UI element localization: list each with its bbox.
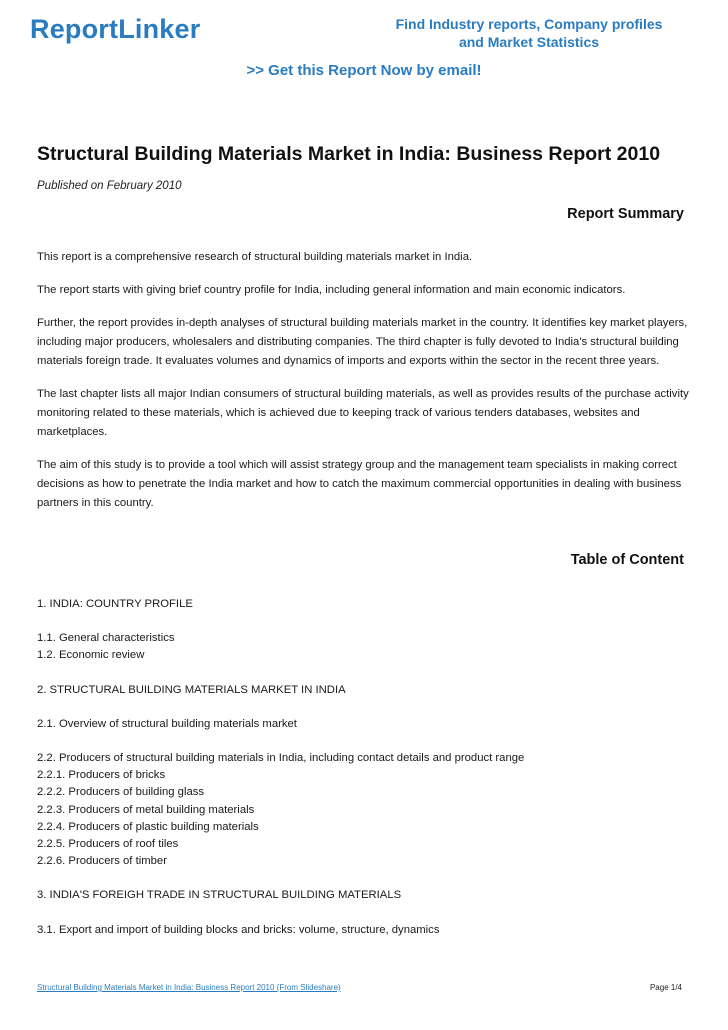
toc-item: 2. STRUCTURAL BUILDING MATERIALS MARKET IN INDIA [37,683,346,696]
toc-group [37,750,689,870]
toc-group [37,922,689,939]
report-summary-heading: Report Summary [567,206,684,222]
toc-item: 2.2.5. Producers of roof tiles [37,838,179,851]
toc-group [37,887,689,904]
page-number: Page 1/4 [649,983,682,992]
brand-logo[interactable]: ReportLinker [30,14,201,44]
document-title: Structural Building Materials Market in India: Business Report 2010 [37,143,661,165]
summary-paragraph: This report is a comprehensive research of structural building materials market in India. [37,251,473,263]
summary-paragraph: The aim of this study is to provide a tool which will assist strategy group and the management team specialists in making correct decisions as how to penetrate the India market and how to catch the maximum commercial opportunities in dealing with business partners in this country. [37,459,682,509]
toc-item: 1.1. General characteristics [37,632,175,645]
header-tagline [384,15,674,51]
tagline-line-2: and Market Statistics [458,34,600,50]
table-of-content [37,596,689,956]
toc-item: 2.1. Overview of structural building materials market [37,717,297,730]
toc-item: 2.2.3. Producers of metal building materials [37,803,255,816]
toc-item: 2.2.4. Producers of plastic building materials [37,820,259,833]
footer-source-link[interactable]: Structural Building Materials Market in India: Business Report 2010 (From Slideshare) [37,983,341,992]
toc-group [37,716,689,733]
toc-item: 3.1. Export and import of building blocks and bricks: volume, structure, dynamics [37,923,440,936]
toc-item: 2.2.6. Producers of timber [37,855,167,868]
toc-item: 1. INDIA: COUNTRY PROFILE [37,598,193,610]
summary-paragraph: The report starts with giving brief country profile for India, including general information and main economic indicators. [37,284,626,296]
summary-paragraph: Further, the report provides in-depth analyses of structural building materials market in the country. It identifies key market players, including major producers, wholesalers and distributing companies. The third chapter is fully devoted to India's structural building materials foreign trade. It evaluates volumes and dynamics of imports and exports within the sector in the recent three years. [37,317,688,367]
tagline-line-1: Find Industry reports, Company profiles [395,16,663,32]
summary-paragraph: The last chapter lists all major Indian consumers of structural building materials, as well as provides results of the purchase activity monitoring related to these materials, which is achieved due to keeping track of various tenders databases, websites and marketplaces. [37,388,689,438]
toc-item: 2.2.2. Producers of building glass [37,786,205,799]
report-summary-body [37,248,689,527]
toc-group [37,630,689,664]
toc-item: 1.2. Economic review [37,649,145,662]
published-date: Published on February 2010 [37,180,182,192]
toc-item: 2.2. Producers of structural building materials in India, including contact details and product range [37,752,525,765]
toc-group [37,596,689,613]
table-of-content-heading: Table of Content [570,552,684,568]
toc-group [37,682,689,699]
get-report-link[interactable]: >> Get this Report Now by email! [246,62,482,79]
toc-item: 2.2.1. Producers of bricks [37,769,166,782]
toc-item: 3. INDIA'S FOREIGH TRADE IN STRUCTURAL BUILDING MATERIALS [37,889,402,902]
